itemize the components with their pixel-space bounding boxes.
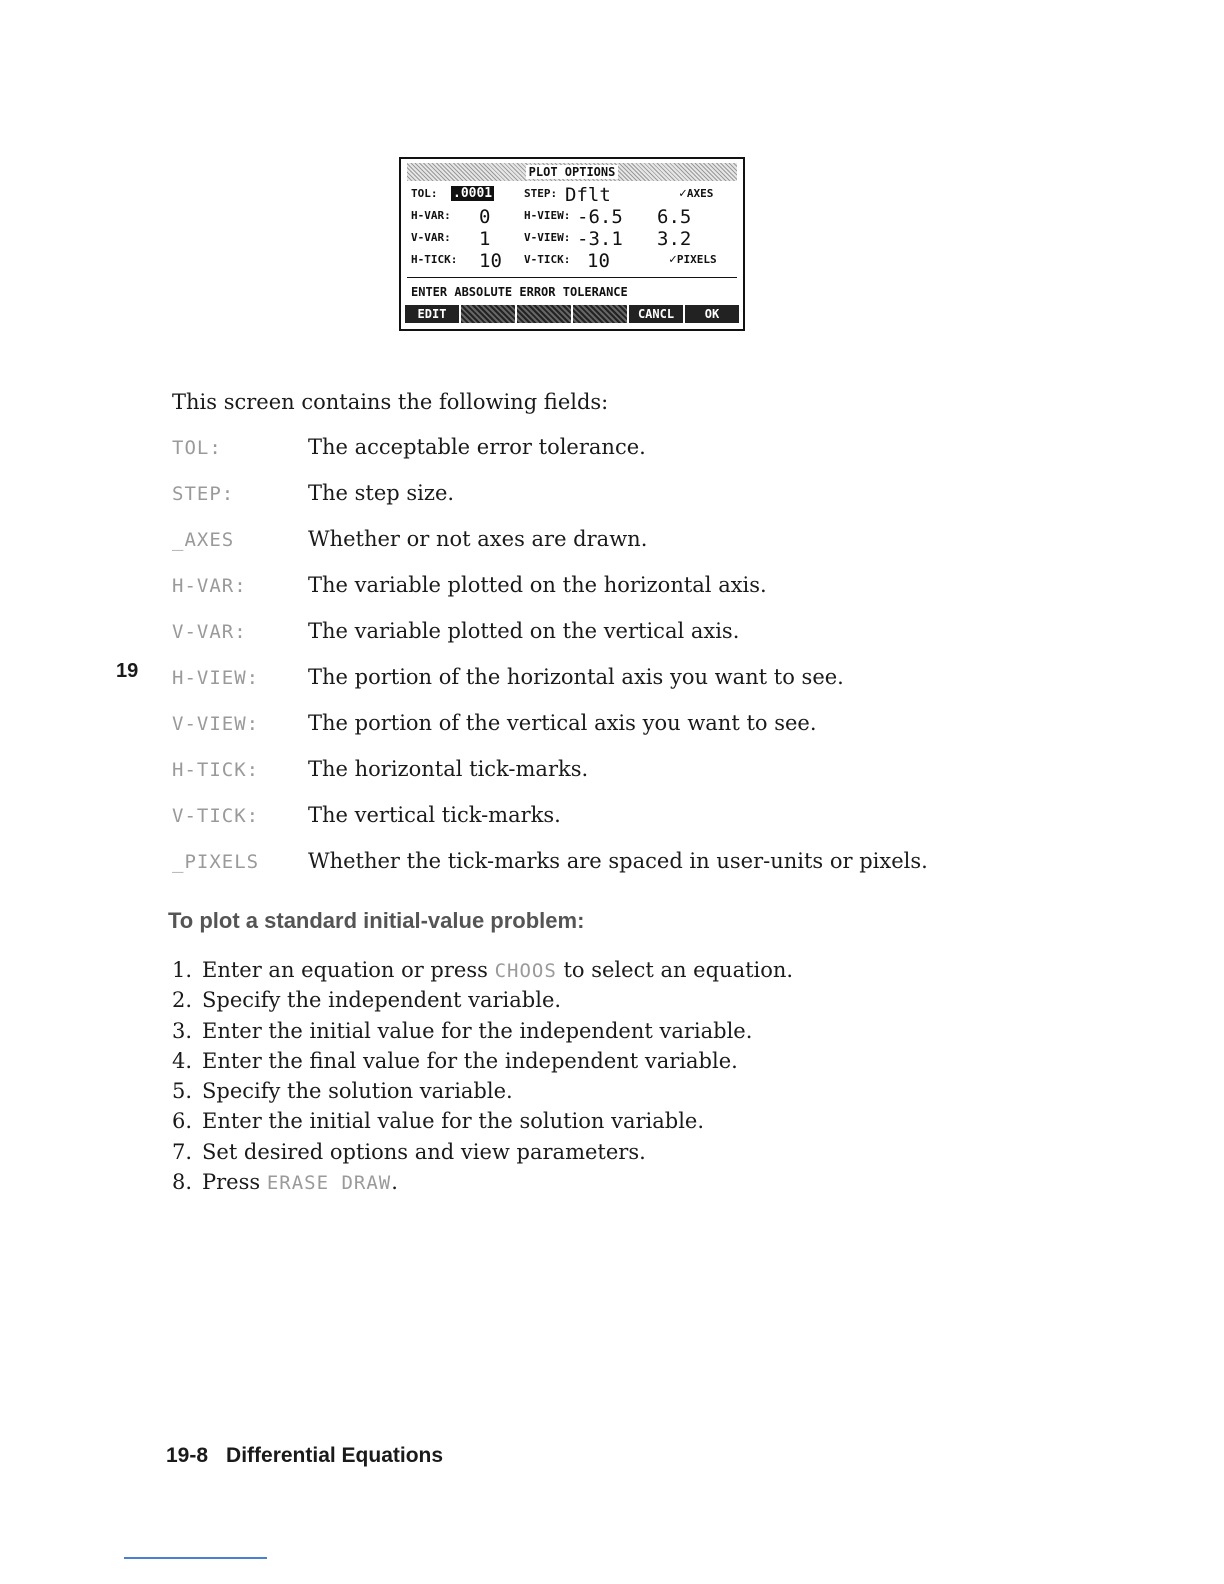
hview-min-field[interactable]: -6.5 [577, 206, 623, 228]
step-item [172, 955, 793, 985]
softkey-cancel[interactable]: CANCL [629, 305, 683, 323]
step-text: Enter the initial value for the independent variable. [202, 1018, 753, 1043]
field-key: V-TICK: [172, 805, 260, 827]
step-number: 8. [172, 1170, 193, 1195]
page-footer [166, 1444, 443, 1468]
step-number: 5. [172, 1079, 193, 1104]
screen-row-tol [411, 183, 735, 205]
vvar-label: V-VAR: [411, 231, 451, 244]
softkey-menu [405, 305, 739, 323]
hvar-label: H-VAR: [411, 209, 451, 222]
step-number: 6. [172, 1109, 193, 1134]
procedure-steps [172, 955, 793, 1197]
erase-draw-key: ERASE DRAW [266, 1172, 392, 1195]
step-text: Enter the final value for the independent variable. [202, 1048, 738, 1073]
screen-row-htick [411, 249, 735, 271]
step-text: Press [202, 1170, 261, 1195]
field-key: H-TICK: [172, 759, 260, 781]
chapter-tab: 19 [116, 660, 139, 682]
htick-value-field[interactable]: 10 [479, 250, 502, 272]
screen-prompt: ENTER ABSOLUTE ERROR TOLERANCE [411, 285, 628, 299]
field-key: H-VIEW: [172, 667, 260, 689]
screen-row-vvar [411, 227, 735, 249]
field-key: _PIXELS [172, 851, 260, 873]
step-number: 7. [172, 1139, 193, 1164]
pixels-check-icon[interactable]: ✓ [669, 252, 677, 267]
field-description: The portion of the horizontal axis you want to see. [308, 665, 844, 689]
page-number: 19-8 [166, 1444, 209, 1467]
screen-row-hvar [411, 205, 735, 227]
screen-title-bar [407, 163, 737, 181]
vview-max-field[interactable]: 3.2 [657, 228, 692, 250]
step-number: 3. [172, 1018, 193, 1043]
tol-label: TOL: [411, 187, 438, 200]
softkey-blank[interactable] [517, 305, 571, 323]
screen-title: PLOT OPTIONS [526, 165, 619, 179]
field-key: _AXES [172, 529, 235, 551]
step-text: Specify the solution variable. [202, 1079, 513, 1104]
step-number: 2. [172, 988, 193, 1013]
step-item [172, 1046, 793, 1076]
pixels-label: PIXELS [676, 253, 717, 266]
softkey-ok[interactable]: OK [685, 305, 739, 323]
hview-max-field[interactable]: 6.5 [657, 206, 692, 228]
calculator-screen [399, 157, 745, 331]
field-description: The portion of the vertical axis you want to see. [308, 711, 817, 735]
vtick-value-field[interactable]: 10 [587, 250, 610, 272]
hvar-value-field[interactable]: 0 [479, 206, 491, 228]
field-key: H-VAR: [172, 575, 247, 597]
step-item [172, 1106, 793, 1136]
hview-label: H-VIEW: [524, 209, 571, 222]
intro-text: This screen contains the following fields: [172, 390, 609, 414]
vtick-label: V-TICK: [524, 253, 571, 266]
field-description: The acceptable error tolerance. [308, 435, 646, 459]
step-value-field[interactable]: Dflt [565, 184, 611, 206]
section-heading: To plot a standard initial-value problem: [168, 908, 585, 933]
softkey-blank[interactable] [461, 305, 515, 323]
field-description: The horizontal tick-marks. [308, 757, 589, 781]
step-item [172, 1137, 793, 1167]
step-text: Specify the independent variable. [202, 988, 562, 1013]
field-description: Whether or not axes are drawn. [308, 527, 648, 551]
step-text-after: to select an equation. [563, 958, 794, 982]
htick-label: H-TICK: [411, 253, 458, 266]
softkey-blank[interactable] [573, 305, 627, 323]
step-number: 4. [172, 1048, 193, 1073]
field-description: The step size. [308, 481, 455, 505]
step-number: 1. [172, 958, 193, 982]
field-description: The vertical tick-marks. [308, 803, 561, 827]
bottom-rule [124, 1557, 267, 1559]
field-key: V-VIEW: [172, 713, 260, 735]
field-description: The variable plotted on the horizontal axis. [308, 573, 767, 597]
vview-label: V-VIEW: [524, 231, 571, 244]
field-description: The variable plotted on the vertical axis. [308, 619, 740, 643]
step-label: STEP: [524, 187, 558, 200]
softkey-edit[interactable]: EDIT [405, 305, 459, 323]
axes-label: AXES [686, 187, 714, 200]
field-key: STEP: [172, 483, 235, 505]
step-text-after: . [391, 1170, 398, 1195]
step-item [172, 1167, 793, 1197]
step-text: Enter the initial value for the solution variable. [202, 1109, 705, 1134]
tol-value-field[interactable]: .0001 [453, 186, 493, 201]
step-item [172, 1016, 793, 1046]
chapter-title: Differential Equations [226, 1444, 444, 1467]
field-description: Whether the tick-marks are spaced in user-units or pixels. [308, 849, 928, 873]
step-text: Set desired options and view parameters. [202, 1139, 646, 1164]
vvar-value-field[interactable]: 1 [479, 228, 491, 250]
step-text: Enter an equation or press [202, 958, 488, 982]
step-item [172, 985, 793, 1015]
axes-check-icon[interactable]: ✓ [679, 186, 687, 201]
choos-key: CHOOS [494, 960, 557, 982]
vview-min-field[interactable]: -3.1 [577, 228, 623, 250]
screen-divider [407, 277, 737, 278]
field-key: V-VAR: [172, 621, 247, 643]
field-key: TOL: [172, 437, 222, 459]
step-item [172, 1076, 793, 1106]
